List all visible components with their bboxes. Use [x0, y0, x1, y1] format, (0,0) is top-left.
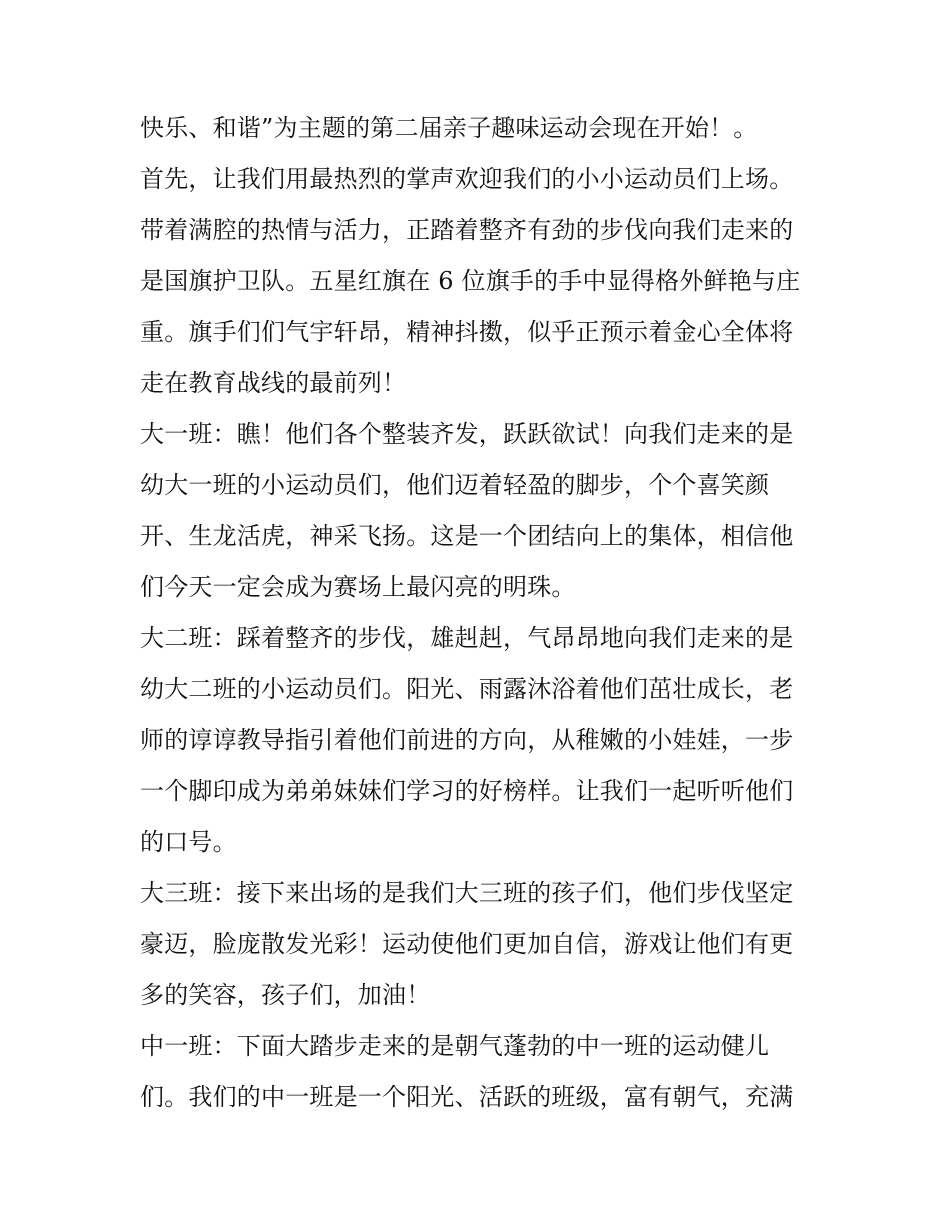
- text-line: 开、生龙活虎，神采飞扬。这是一个团结向上的集体，相信他: [140, 522, 794, 550]
- text-line: 们。我们的中一班是一个阳光、活跃的班级，富有朝气，充满: [140, 1083, 794, 1111]
- body-text: [140, 103, 820, 1123]
- text-line: 大一班：瞧！他们各个整装齐发，跃跃欲试！向我们走来的是: [140, 420, 794, 448]
- text-line: 快乐、和谐”为主题的第二届亲子趣味运动会现在开始！。: [140, 114, 758, 142]
- text-line: 多的笑容，孩子们，加油！: [140, 981, 431, 1009]
- text-line: 大三班：接下来出场的是我们大三班的孩子们，他们步伐坚定: [140, 879, 794, 907]
- text-line: 大二班：踩着整齐的步伐，雄赳赳，气昂昂地向我们走来的是: [140, 624, 794, 652]
- text-line: 师的谆谆教导指引着他们前进的方向，从稚嫩的小娃娃，一步: [140, 726, 794, 754]
- text-line: 重。旗手们们气宇轩昂，精神抖擞，似乎正预示着金心全体将: [140, 318, 794, 346]
- text-line: 豪迈，脸庞散发光彩！运动使他们更加自信，游戏让他们有更: [140, 930, 794, 958]
- text-line: 一个脚印成为弟弟妹妹们学习的好榜样。让我们一起听听他们: [140, 777, 794, 805]
- text-line: 幼大一班的小运动员们，他们迈着轻盈的脚步，个个喜笑颜: [140, 471, 770, 499]
- text-line: 们今天一定会成为赛场上最闪亮的明珠。: [140, 573, 576, 601]
- text-line: 中一班：下面大踏步走来的是朝气蓬勃的中一班的运动健儿: [140, 1032, 770, 1060]
- text-line: 带着满腔的热情与活力，正踏着整齐有劲的步伐向我们走来的: [140, 216, 794, 244]
- text-line: 是国旗护卫队。五星红旗在 6 位旗手的手中显得格外鲜艳与庄: [140, 267, 801, 295]
- text-line: 首先，让我们用最热烈的掌声欢迎我们的小小运动员们上场。: [140, 165, 794, 193]
- text-line: 的口号。: [140, 828, 237, 856]
- text-line: 走在教育战线的最前列！: [140, 369, 407, 397]
- text-line: 幼大二班的小运动员们。阳光、雨露沐浴着他们茁壮成长，老: [140, 675, 794, 703]
